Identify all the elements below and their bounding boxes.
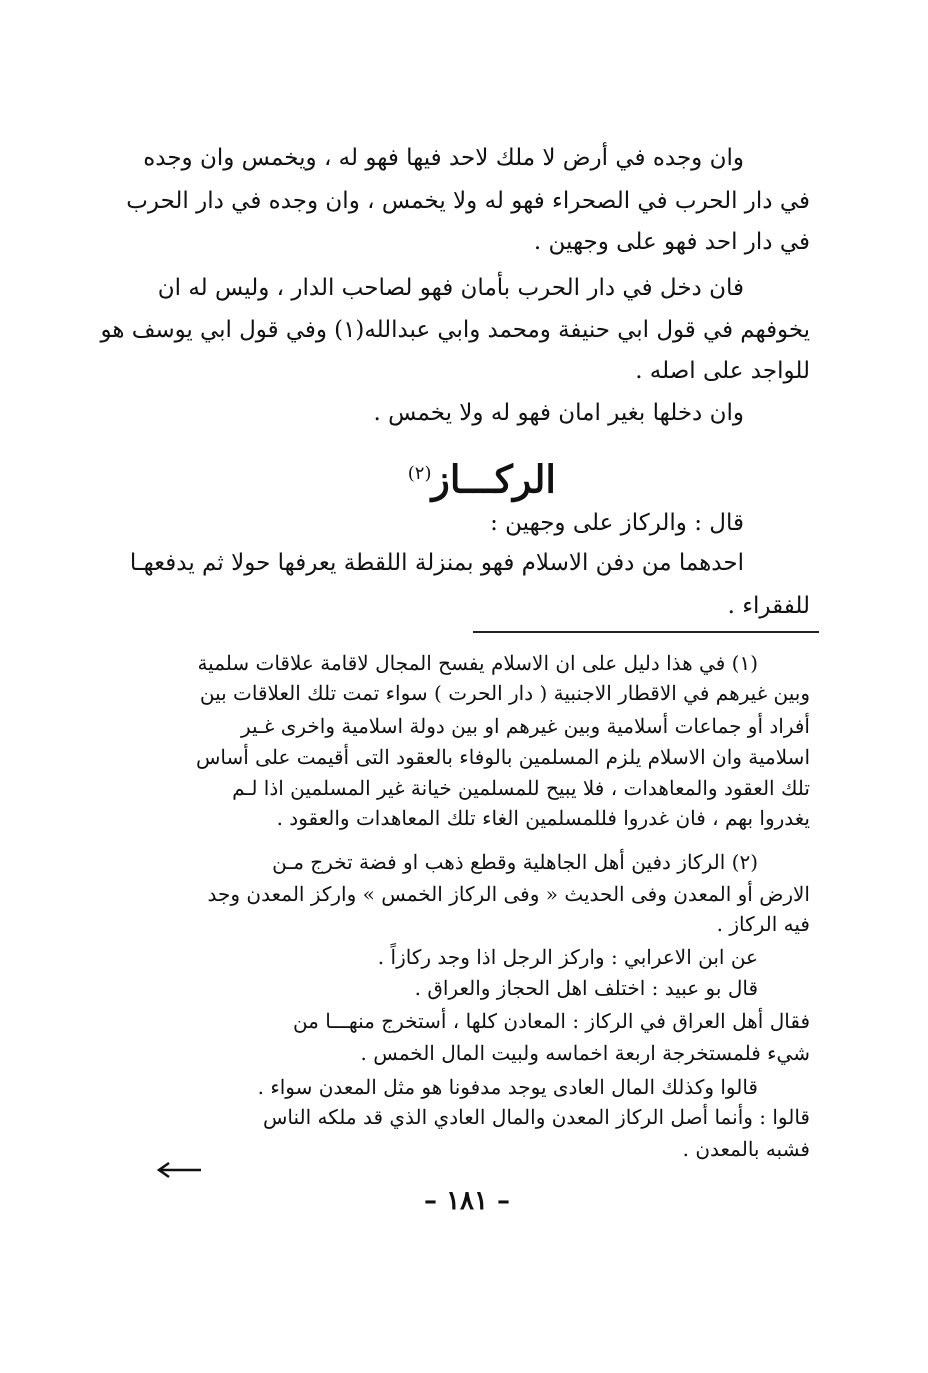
main-text-line: للواجد على اصله . — [635, 358, 810, 384]
main-text-line: في دار الحرب في الصحراء فهو له ولا يخمس ، وان وجده في دار الحرب — [126, 188, 810, 214]
footnote-line: يغدروا بهم ، فان غدروا فللمسلمين الغاء تلك المعاهدات والعقود . — [276, 806, 810, 830]
section-text-line: للفقراء . — [727, 593, 810, 619]
footnote-line: (٢) الركاز دفين أهل الجاهلية وقطع ذهب او فضة تخرج مـن — [272, 850, 758, 874]
page-number: – ١٨١ – — [424, 1186, 511, 1216]
main-text-line: وان وجده في أرض لا ملك لاحد فيها فهو له ، ويخمس وان وجده — [143, 145, 744, 171]
main-text-line: في دار احد فهو على وجهين . — [533, 229, 810, 255]
footnote-line: فقال أهل العراق في الركاز : المعادن كلها ، أستخرج منهـــا من — [292, 1009, 810, 1033]
section-heading-text: الركـــاز — [431, 456, 556, 502]
footnote-line: قال بو عبيد : اختلف اهل الحجاز والعراق . — [414, 976, 758, 1000]
footnote-line: شيء فلمستخرجة اربعة اخماسه ولبيت المال الخمس . — [360, 1041, 810, 1065]
footnote-line: فشبه بالمعدن . — [682, 1137, 810, 1161]
footnote-line: أفراد أو جماعات أسلامية وبين غيرهم او بين دولة اسلامية واخرى غـير — [240, 714, 810, 738]
footnote-line: عن ابن الاعرابي : واركز الرجل اذا وجد ركازاً . — [377, 945, 758, 969]
footnote-line: (١) في هذا دليل على ان الاسلام يفسح المجال لاقامة علاقات سلمية — [197, 651, 758, 675]
main-text-line: يخوفهم في قول ابي حنيفة ومحمد وابي عبدالله(١) وفي قول ابي يوسف هو — [100, 317, 810, 343]
main-text-line: فان دخل في دار الحرب بأمان فهو لصاحب الدار ، وليس له ان — [157, 275, 744, 301]
footnote-separator — [473, 631, 819, 633]
footnote-line: قالوا وكذلك المال العادى يوجد مدفونا هو مثل المعدن سواء . — [257, 1075, 758, 1099]
left-arrow-icon — [155, 1161, 203, 1179]
footnote-line: وبين غيرهم في الاقطار الاجنبية ( دار الحرت ) سواء تمت تلك العلاقات بين — [199, 681, 810, 705]
section-text-line: احدهما من دفن الاسلام فهو بمنزلة اللقطة يعرفها حولا ثم يدفعهـا — [129, 550, 744, 576]
footnote-line: فيه الركاز . — [716, 912, 810, 936]
footnote-line: تلك العقود والمعاهدات ، فلا يبيح للمسلمين خيانة غير المسلمين اذا لـم — [232, 776, 810, 800]
footnote-line: اسلامية وان الاسلام يلزم المسلمين بالوفاء بالعقود التى أقيمت على أساس — [196, 745, 810, 769]
footnote-line: قالوا : وأنما أصل الركاز المعدن والمال العادي الذي قد ملكه الناس — [262, 1105, 810, 1129]
section-text-line: قال : والركاز على وجهين : — [490, 510, 744, 536]
section-heading — [408, 452, 556, 502]
main-text-line: وان دخلها بغير امان فهو له ولا يخمس . — [373, 400, 744, 426]
footnote-line: الارض أو المعدن وفى الحديث « وفى الركاز الخمس » واركز المعدن وجد — [207, 882, 810, 906]
footnote-marker: (٢) — [407, 463, 432, 484]
